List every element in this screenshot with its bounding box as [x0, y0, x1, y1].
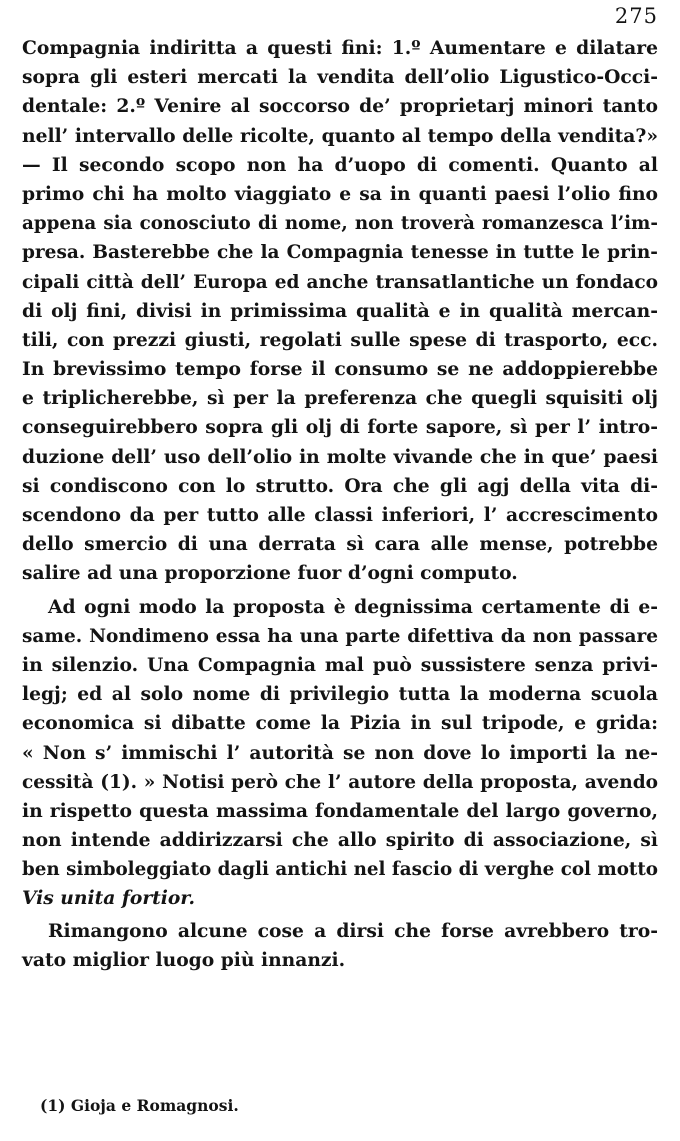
text-line: — Il secondo scopo non ha d’uopo di comenti. Quanto al: [22, 153, 658, 176]
text-line: Compagnia indiritta a questi fini: 1.º Aumentare e dilatare: [22, 37, 658, 59]
text-line: nell’ intervallo delle ricolte, quanto al tempo della vendita?»: [22, 124, 658, 147]
paragraph-1: [22, 34, 658, 589]
text-line: dello smercio di una derrata sì cara alle mense, potrebbe: [22, 533, 658, 556]
text-line: cessità (1). » Notisi però che l’ autore della proposta, avendo: [22, 771, 658, 793]
text-line: dentale: 2.º Venire al soccorso de’ proprietarj minori tanto: [22, 95, 658, 118]
text-line: presa. Basterebbe che la Compagnia tenesse in tutte le prin-: [22, 242, 658, 264]
text-line: conseguirebbero sopra gli olj di forte sapore, sì per l’ intro-: [22, 416, 658, 439]
text-line: e triplicherebbe, sì per la preferenza che quegli squisiti olj: [22, 387, 658, 410]
text-line: legj; ed al solo nome di privilegio tutta la moderna scuola: [22, 683, 658, 706]
text-line: in silenzio. Una Compagnia mal può sussistere senza privi-: [22, 653, 658, 676]
text-line: Ad ogni modo la proposta è degnissima certamente di e-: [48, 595, 658, 618]
text-line: sopra gli esteri mercati la vendita dell’olio Ligustico-Occi-: [22, 66, 658, 89]
text-line: scendono da per tutto alle classi inferiori, l’ accrescimento: [22, 504, 658, 526]
motto-line: Vis unita fortior.: [22, 887, 195, 910]
footnote: (1) Gioja e Romagnosi.: [40, 1096, 239, 1115]
text-line: economica si dibatte come la Pizia in sul tripode, e grida:: [22, 712, 658, 735]
text-line: non intende addirizzarsi che allo spirito di associazione, sì: [22, 829, 658, 852]
paragraph-3: [22, 917, 658, 975]
text-line: tili, con prezzi giusti, regolati sulle spese di trasporto, ecc.: [22, 328, 658, 351]
text-line: in rispetto questa massima fondamentale del largo governo,: [22, 799, 658, 822]
text-line: Rimangono alcune cose a dirsi che forse avrebbero tro-: [48, 919, 658, 942]
text-line: appena sia conosciuto di nome, non troverà romanzesca l’im-: [22, 213, 658, 235]
text-line: salire ad una proporzione fuor d’ogni computo.: [22, 562, 518, 585]
text-line: « Non s’ immischi l’ autorità se non dove lo importi la ne-: [22, 741, 658, 764]
paragraph-2: [22, 593, 658, 914]
text-line: In brevissimo tempo forse il consumo se ne addoppierebbe: [22, 358, 658, 381]
text-line: cipali città dell’ Europa ed anche transatlantiche un fondaco: [22, 271, 658, 293]
text-line: si condiscono con lo strutto. Ora che gli agj della vita di-: [22, 474, 658, 497]
text-line: primo chi ha molto viaggiato e sa in quanti paesi l’olio fino: [22, 182, 658, 205]
body-text: [22, 34, 658, 975]
text-line: ben simboleggiato dagli antichi nel fascio di verghe col motto: [22, 859, 658, 881]
page-number: 275: [614, 4, 658, 28]
text-line: duzione dell’ uso dell’olio in molte vivande che in que’ paesi: [22, 445, 658, 468]
text-line: di olj fini, divisi in primissima qualità e in qualità mercan-: [22, 299, 658, 322]
text-line: vato miglior luogo più innanzi.: [22, 948, 346, 971]
text-line: same. Nondimeno essa ha una parte difettiva da non passare: [22, 625, 658, 647]
